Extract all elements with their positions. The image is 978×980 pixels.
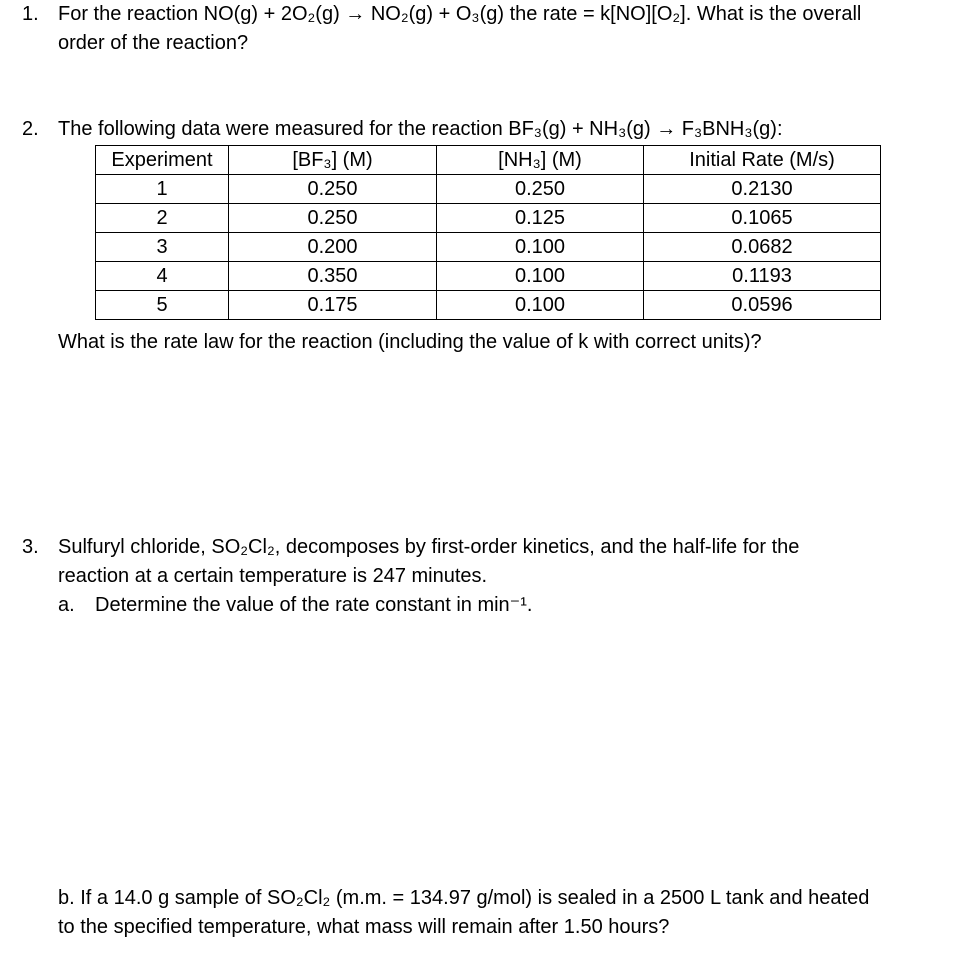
table-cell: 5: [96, 291, 229, 320]
table-cell: 0.100: [437, 291, 644, 320]
table-cell: 0.100: [437, 233, 644, 262]
part-a-text: Determine the value of the rate constant in min⁻¹.: [95, 594, 533, 616]
question-3-line-2: reaction at a certain temperature is 247 minutes.: [58, 565, 488, 587]
table-cell: 0.250: [229, 204, 437, 233]
table-cell: 0.0682: [644, 233, 881, 262]
table-cell: 2: [96, 204, 229, 233]
table-cell: 0.175: [229, 291, 437, 320]
question-1-number: 1.: [22, 3, 39, 25]
question-2-prompt: What is the rate law for the reaction (including the value of k with correct units)?: [58, 331, 762, 353]
header-experiment: Experiment: [96, 146, 229, 175]
table-cell: 0.250: [229, 175, 437, 204]
table-cell: 0.200: [229, 233, 437, 262]
part-b-line-2: to the specified temperature, what mass will remain after 1.50 hours?: [58, 916, 670, 938]
table-cell: 1: [96, 175, 229, 204]
part-a-label: a.: [58, 594, 75, 616]
question-1-line-1: For the reaction NO(g) + 2O₂(g) → NO₂(g) + O₃(g) the rate = k[NO][O₂]. What is the overall: [58, 3, 862, 25]
header-bf3: [BF₃] (M): [229, 146, 437, 175]
table-row: [96, 233, 881, 262]
table-cell: 0.0596: [644, 291, 881, 320]
question-2-intro: The following data were measured for the reaction BF₃(g) + NH₃(g) → F₃BNH₃(g):: [58, 118, 783, 140]
table-row: [96, 204, 881, 233]
table-cell: 0.100: [437, 262, 644, 291]
question-2-number: 2.: [22, 118, 39, 140]
question-3-line-1: Sulfuryl chloride, SO₂Cl₂, decomposes by first-order kinetics, and the half-life for the: [58, 536, 800, 558]
header-nh3: [NH₃] (M): [437, 146, 644, 175]
table-cell: 4: [96, 262, 229, 291]
table-row: [96, 262, 881, 291]
question-3-number: 3.: [22, 536, 39, 558]
header-initial-rate: Initial Rate (M/s): [644, 146, 881, 175]
table-cell: 0.125: [437, 204, 644, 233]
rate-data-table: [95, 145, 881, 320]
table-cell: 0.1065: [644, 204, 881, 233]
table-header-row: [96, 146, 881, 175]
table-cell: 0.2130: [644, 175, 881, 204]
table-cell: 0.350: [229, 262, 437, 291]
table-cell: 3: [96, 233, 229, 262]
part-b-line-1: b. If a 14.0 g sample of SO₂Cl₂ (m.m. = 134.97 g/mol) is sealed in a 2500 L tank and heated: [58, 887, 870, 909]
table-cell: 0.1193: [644, 262, 881, 291]
table-row: [96, 291, 881, 320]
table-row: [96, 175, 881, 204]
question-1-line-2: order of the reaction?: [58, 32, 249, 54]
table-cell: 0.250: [437, 175, 644, 204]
